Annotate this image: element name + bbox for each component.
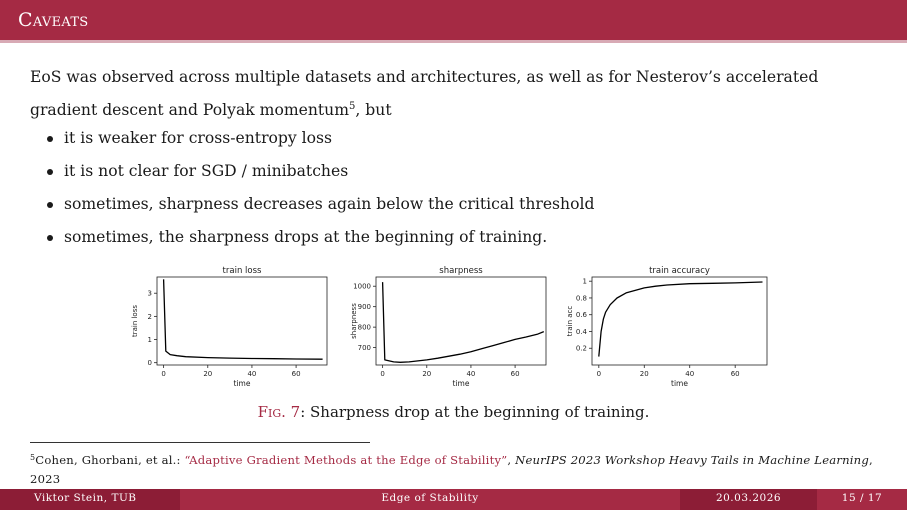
footer-page-number: 15 / 17 <box>817 489 907 510</box>
sharpness-y-tick-label: 900 <box>357 303 371 312</box>
bullet-item: it is not clear for SGD / minibatches <box>44 158 594 191</box>
intro-text: EoS was observed across multiple datasets and architectures, as well as for Nesterov’s accelerated gradient descent and Polyak momentum <box>30 68 819 119</box>
train-loss-x-tick-label: 40 <box>247 370 257 378</box>
footnote-year: , 2023 <box>30 453 873 486</box>
bullet-item: sometimes, the sharpness drops at the beginning of training. <box>44 224 594 257</box>
train-accuracy-y-tick-label: 1 <box>582 277 587 286</box>
train-loss-chart <box>131 266 327 388</box>
train-accuracy-x-tick-label: 60 <box>730 370 740 378</box>
train-loss-x-tick-label: 0 <box>161 370 166 378</box>
sharpness-y-tick-label: 800 <box>357 323 371 332</box>
footnote-venue: NeurIPS 2023 Workshop Heavy Tails in Machine Learning <box>515 453 869 467</box>
slide-title: Caveats <box>18 9 89 31</box>
sharpness-x-tick-label: 20 <box>422 370 432 378</box>
caption-text: : Sharpness drop at the beginning of training. <box>300 403 650 421</box>
train-loss-y-tick-label: 1 <box>147 336 152 345</box>
footnote-number: 5 <box>30 453 36 462</box>
train-loss-y-tick-label: 0 <box>147 359 152 368</box>
train-loss-y-label: train loss <box>131 304 139 338</box>
train-accuracy-y-tick-label: 0.8 <box>575 294 587 303</box>
footnote <box>30 448 880 489</box>
sharpness-title: sharpness <box>439 266 483 276</box>
train-accuracy-y-label: train acc <box>566 305 574 337</box>
sharpness-y-tick-label: 700 <box>357 344 371 353</box>
sharpness-plot-frame <box>376 277 546 365</box>
train-accuracy-plot-frame <box>592 277 767 365</box>
intro-text-end: , but <box>355 101 392 119</box>
train-loss-series-line <box>164 279 323 359</box>
footnote-authors: Cohen, Ghorbani, et al.: <box>35 453 185 467</box>
train-accuracy-y-tick-label: 0.2 <box>575 344 587 353</box>
train-accuracy-x-tick-label: 0 <box>596 370 602 378</box>
sharpness-series-line <box>383 282 544 362</box>
sharpness-y-tick-label: 1000 <box>353 282 371 291</box>
sharpness-x-tick-label: 40 <box>466 370 476 378</box>
train-accuracy-y-tick-label: 0.4 <box>575 327 587 336</box>
sharpness-y-label: sharpness <box>350 303 358 339</box>
train-accuracy-title: train accuracy <box>649 266 710 276</box>
train-loss-x-tick-label: 20 <box>203 370 213 378</box>
sharpness-x-label: time <box>452 379 470 388</box>
train-accuracy-chart <box>566 266 767 388</box>
sharpness-chart <box>350 266 546 388</box>
bullet-item: sometimes, sharpness decreases again below the critical threshold <box>44 191 594 224</box>
footnote-sep: , <box>507 453 516 467</box>
figure-label: Fig. 7 <box>257 403 301 421</box>
footer-title: Edge of Stability <box>180 489 680 510</box>
train-accuracy-x-tick-label: 40 <box>685 370 695 378</box>
train-accuracy-x-tick-label: 20 <box>639 370 649 378</box>
train-loss-plot-frame <box>157 277 327 365</box>
footer-date: 20.03.2026 <box>680 489 817 510</box>
sharpness-x-tick-label: 0 <box>380 370 385 378</box>
train-loss-title: train loss <box>222 266 262 276</box>
train-accuracy-x-label: time <box>671 379 688 388</box>
footnote-paper-link[interactable]: “Adaptive Gradient Methods at the Edge of Stability” <box>184 453 508 467</box>
footnote-mark[interactable]: 5 <box>349 101 356 112</box>
train-loss-x-tick-label: 60 <box>291 370 301 378</box>
figure-caption <box>0 403 907 421</box>
footer-bar <box>0 489 907 510</box>
bullet-item: it is weaker for cross-entropy loss <box>44 125 594 158</box>
train-loss-x-label: time <box>233 379 251 388</box>
footer-author: Viktor Stein, TUB <box>0 489 180 510</box>
train-loss-y-tick-label: 3 <box>147 289 152 298</box>
footnote-rule <box>30 442 370 443</box>
train-accuracy-y-tick-label: 0.6 <box>575 311 587 320</box>
train-accuracy-series-line <box>599 282 763 357</box>
sharpness-x-tick-label: 60 <box>510 370 520 378</box>
train-loss-y-tick-label: 2 <box>147 312 152 321</box>
